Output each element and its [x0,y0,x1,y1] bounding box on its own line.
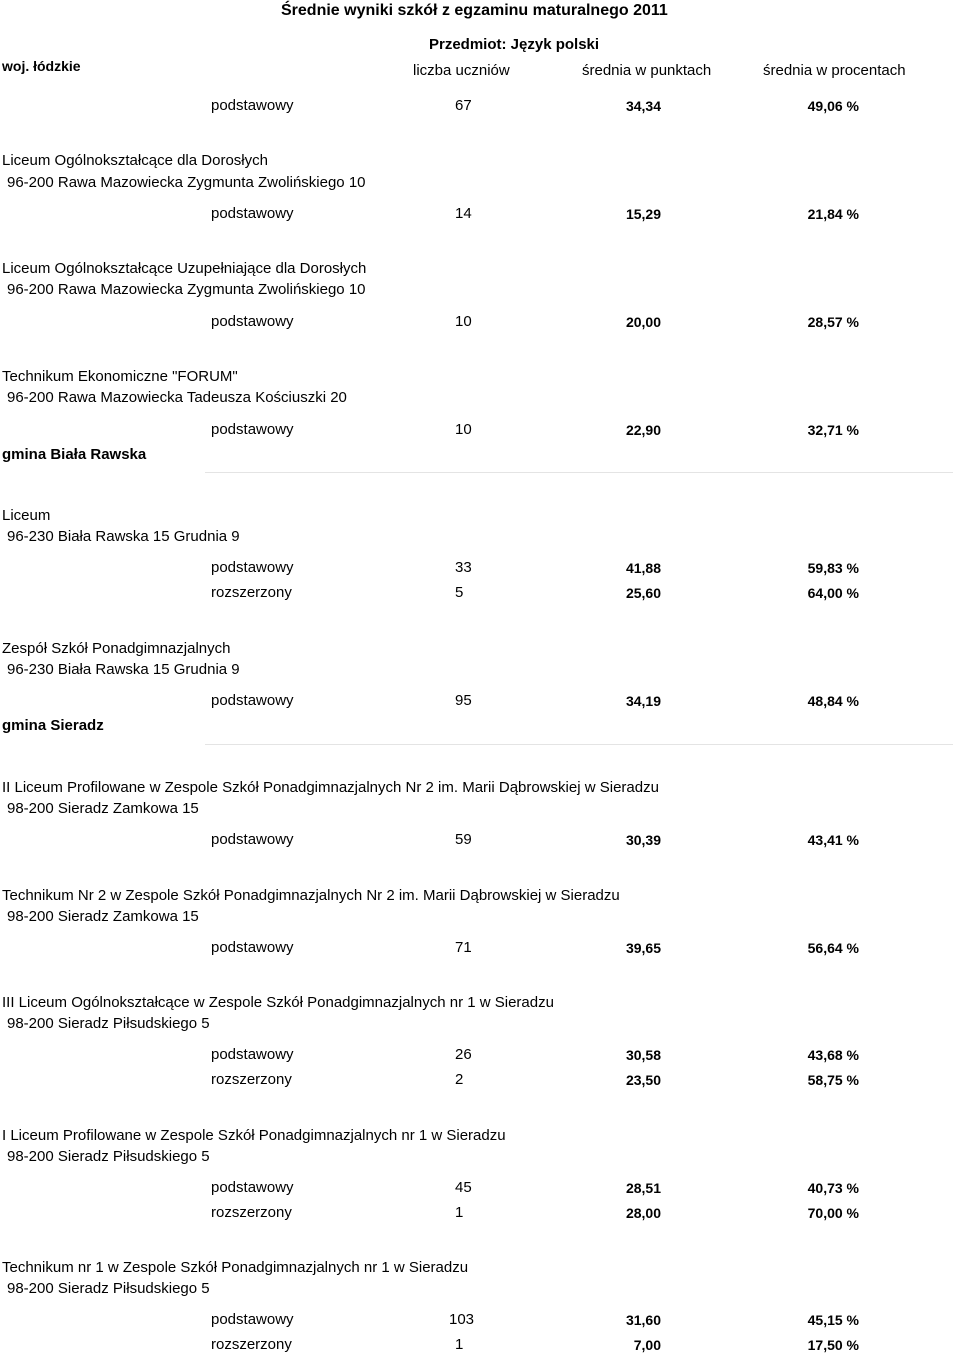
result-percent: 43,68 % [807,1047,859,1063]
voivodeship-label: woj. łódzkie [2,58,81,74]
result-count: 103 [449,1311,475,1328]
result-level: podstawowy [211,97,294,114]
gmina-label: gmina Sieradz [2,717,104,734]
result-points: 28,51 [625,1180,661,1196]
school-name: Zespół Szkół Ponadgimnazjalnych [2,640,231,657]
result-percent: 58,75 % [807,1072,859,1088]
result-percent: 70,00 % [807,1205,859,1221]
col-header-percent: średnia w procentach [763,62,906,79]
school-name: Liceum [2,507,51,524]
school-address: 96-200 Rawa Mazowiecka Tadeusza Kościuszki 20 [7,389,347,406]
result-percent: 49,06 % [807,98,859,114]
subject-label: Przedmiot: Język polski [429,36,600,53]
result-points: 39,65 [625,940,661,956]
school-name: II Liceum Profilowane w Zespole Szkół Ponadgimnazjalnych Nr 2 im. Marii Dąbrowskiej w Sieradzu [2,779,659,796]
school-name: Technikum nr 1 w Zespole Szkół Ponadgimnazjalnych nr 1 w Sieradzu [2,1259,469,1276]
result-count: 67 [455,97,472,114]
school-name: Liceum Ogólnokształcące Uzupełniające dla Dorosłych [2,260,367,277]
result-level: podstawowy [211,421,294,438]
result-points: 7,00 [633,1337,661,1353]
result-percent: 48,84 % [807,693,859,709]
result-percent: 64,00 % [807,585,859,601]
result-percent: 32,71 % [807,422,859,438]
result-percent: 43,41 % [807,832,859,848]
result-percent: 28,57 % [807,314,859,330]
school-address: 98-200 Sieradz Zamkowa 15 [7,908,199,925]
result-percent: 56,64 % [807,940,859,956]
result-count: 95 [455,692,472,709]
result-count: 1 [455,1336,464,1353]
result-level: rozszerzony [211,584,292,601]
gmina-label: gmina Biała Rawska [2,446,147,463]
result-percent: 40,73 % [807,1180,859,1196]
result-level: rozszerzony [211,1336,292,1353]
section-divider [205,472,953,473]
result-points: 34,19 [625,693,661,709]
page-title: Średnie wyniki szkół z egzaminu maturalnego 2011 [281,2,668,19]
result-points: 31,60 [625,1312,661,1328]
result-percent: 59,83 % [807,560,859,576]
result-level: rozszerzony [211,1071,292,1088]
result-points: 25,60 [625,585,661,601]
result-percent: 21,84 % [807,206,859,222]
result-points: 20,00 [625,314,661,330]
school-address: 98-200 Sieradz Piłsudskiego 5 [7,1280,210,1297]
result-points: 30,58 [625,1047,661,1063]
result-points: 23,50 [625,1072,661,1088]
result-count: 33 [455,559,472,576]
result-points: 41,88 [625,560,661,576]
section-divider [205,744,953,745]
result-count: 45 [455,1179,472,1196]
school-address: 98-200 Sieradz Zamkowa 15 [7,800,199,817]
school-address: 96-230 Biała Rawska 15 Grudnia 9 [7,528,240,545]
result-count: 14 [455,205,472,222]
school-address: 96-200 Rawa Mazowiecka Zygmunta Zwolińskiego 10 [7,174,366,191]
result-level: podstawowy [211,313,294,330]
result-level: podstawowy [211,1046,294,1063]
result-points: 28,00 [625,1205,661,1221]
result-percent: 17,50 % [807,1337,859,1353]
result-points: 30,39 [625,832,661,848]
result-level: podstawowy [211,559,294,576]
result-count: 2 [455,1071,464,1088]
result-level: podstawowy [211,1179,294,1196]
result-count: 59 [455,831,472,848]
result-level: podstawowy [211,1311,294,1328]
result-count: 1 [455,1204,464,1221]
school-address: 96-230 Biała Rawska 15 Grudnia 9 [7,661,240,678]
result-count: 26 [455,1046,472,1063]
result-points: 15,29 [625,206,661,222]
school-name: Liceum Ogólnokształcące dla Dorosłych [2,152,268,169]
school-name: Technikum Ekonomiczne "FORUM" [2,368,238,385]
result-points: 34,34 [625,98,661,114]
school-address: 98-200 Sieradz Piłsudskiego 5 [7,1148,210,1165]
col-header-count: liczba uczniów [413,62,510,79]
school-name: I Liceum Profilowane w Zespole Szkół Ponadgimnazjalnych nr 1 w Sieradzu [2,1127,506,1144]
result-count: 71 [455,939,472,956]
result-level: podstawowy [211,831,294,848]
result-points: 22,90 [625,422,661,438]
school-address: 98-200 Sieradz Piłsudskiego 5 [7,1015,210,1032]
school-address: 96-200 Rawa Mazowiecka Zygmunta Zwolińskiego 10 [7,281,366,298]
result-level: podstawowy [211,205,294,222]
result-level: rozszerzony [211,1204,292,1221]
col-header-points: średnia w punktach [582,62,712,79]
result-count: 10 [455,421,472,438]
result-count: 10 [455,313,472,330]
result-level: podstawowy [211,692,294,709]
result-count: 5 [455,584,464,601]
school-name: III Liceum Ogólnokształcące w Zespole Szkół Ponadgimnazjalnych nr 1 w Sieradzu [2,994,554,1011]
school-name: Technikum Nr 2 w Zespole Szkół Ponadgimnazjalnych Nr 2 im. Marii Dąbrowskiej w Sieradzu [2,887,620,904]
result-level: podstawowy [211,939,294,956]
result-percent: 45,15 % [807,1312,859,1328]
